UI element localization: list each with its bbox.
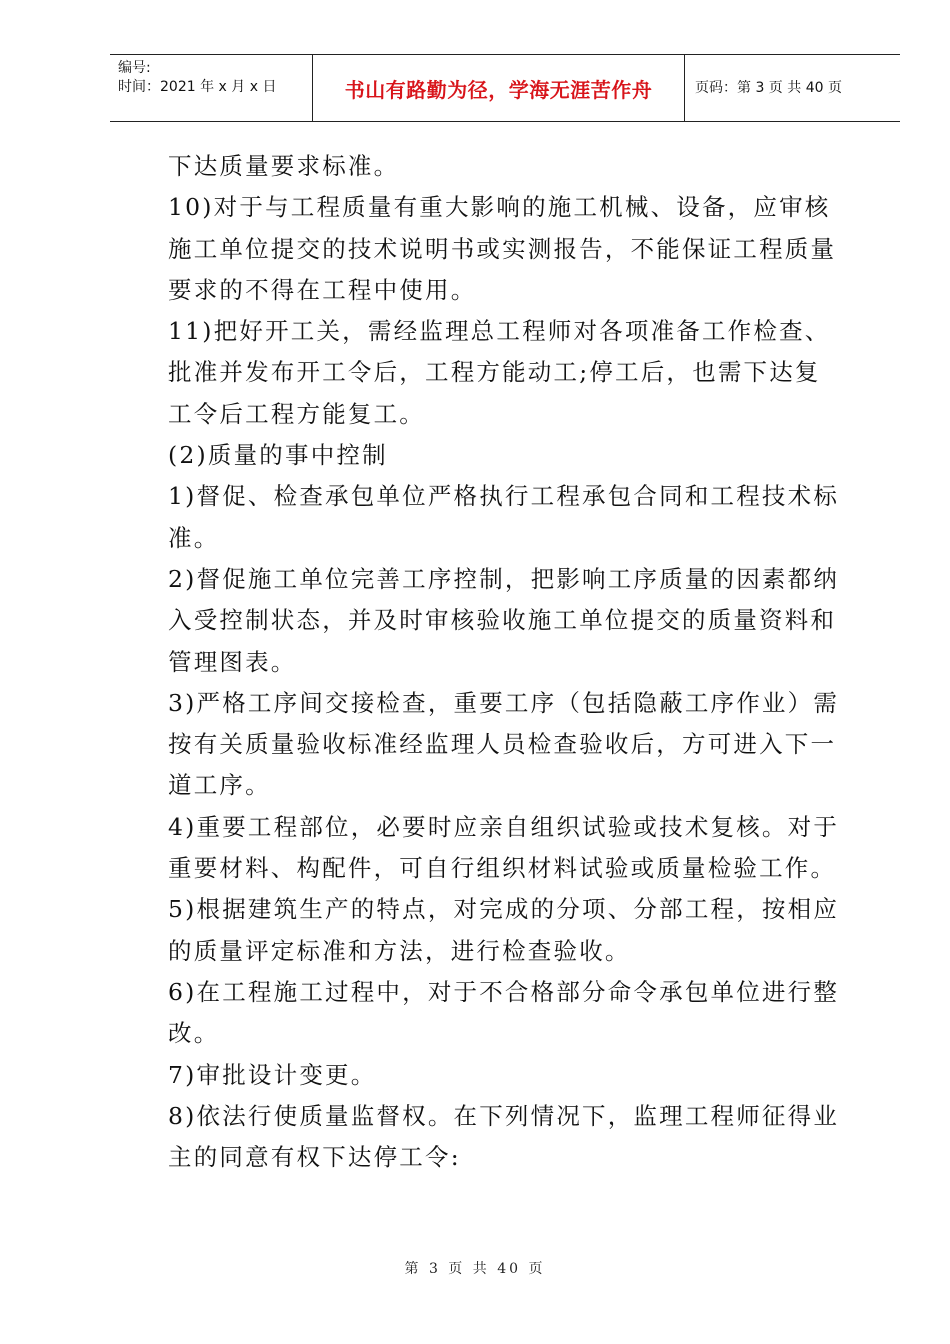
header-page-cell <box>685 55 900 121</box>
document-body <box>168 146 848 1178</box>
body-line: 主的同意有权下达停工令: <box>168 1143 461 1172</box>
body-line: 工令后工程方能复工。 <box>168 399 425 428</box>
body-line: 重要材料、构配件，可自行组织材料试验或质量检验工作。 <box>168 854 837 883</box>
body-line: 8)依法行使质量监督权。在下列情况下，监理工程师征得业 <box>168 1101 840 1130</box>
doc-number-label: 编号: <box>118 60 151 76</box>
section-heading: (2)质量的事中控制 <box>168 441 388 470</box>
body-line: 3)严格工序间交接检查，重要工序（包括隐蔽工序作业）需 <box>168 688 840 717</box>
doc-time-label: 时间：2021 年 x 月 x 日 <box>118 79 277 95</box>
header-motto: 书山有路勤为径，学海无涯苦作舟 <box>344 77 653 102</box>
body-line: 5)根据建筑生产的特点，对完成的分项、分部工程，按相应 <box>168 895 840 924</box>
body-line: 11)把好开工关，需经监理总工程师对各项准备工作检查、 <box>168 317 831 346</box>
body-line: 6)在工程施工过程中，对于不合格部分命令承包单位进行整 <box>168 977 840 1006</box>
body-line: 按有关质量验收标准经监理人员检查验收后，方可进入下一 <box>168 730 837 759</box>
page-footer: 第 3 页 共 40 页 <box>404 1261 546 1277</box>
body-line: 改。 <box>168 1019 220 1048</box>
body-line: 1)督促、检查承包单位严格执行工程承包合同和工程技术标 <box>168 482 840 511</box>
body-line: 施工单位提交的技术说明书或实测报告，不能保证工程质量 <box>168 234 837 263</box>
body-line: 入受控制状态，并及时审核验收施工单位提交的质量资料和 <box>168 606 837 635</box>
body-line: 2)督促施工单位完善工序控制，把影响工序质量的因素都纳 <box>168 564 840 593</box>
body-line: 的质量评定标准和方法，进行检查验收。 <box>168 936 631 965</box>
body-line: 要求的不得在工程中使用。 <box>168 275 477 304</box>
body-line: 4)重要工程部位，必要时应亲自组织试验或技术复核。对于 <box>168 812 840 841</box>
header-motto-cell <box>313 55 685 121</box>
header-info-cell <box>110 55 313 121</box>
body-line: 道工序。 <box>168 771 271 800</box>
body-line: 下达质量要求标准。 <box>168 152 400 180</box>
body-line: 批准并发布开工令后，工程方能动工;停工后，也需下达复 <box>168 358 821 387</box>
page-header <box>110 54 900 122</box>
header-page-number: 页码：第 3 页 共 40 页 <box>695 79 842 96</box>
body-line: 7)审批设计变更。 <box>168 1060 377 1089</box>
body-line: 管理图表。 <box>168 647 297 676</box>
body-line: 10)对于与工程质量有重大影响的施工机械、设备，应审核 <box>168 193 831 222</box>
body-line: 准。 <box>168 523 220 552</box>
